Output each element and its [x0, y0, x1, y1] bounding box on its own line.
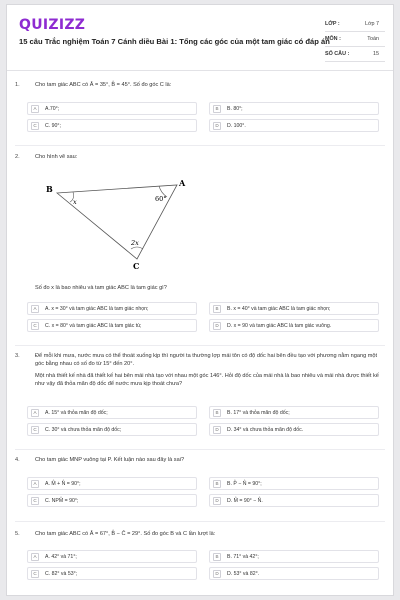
- question-number: 4.: [15, 457, 20, 463]
- meta-value: Lớp 7: [364, 21, 379, 27]
- question-number: 1.: [15, 82, 20, 88]
- option-b[interactable]: [209, 550, 379, 563]
- option-c[interactable]: [27, 119, 197, 132]
- question-3: [15, 352, 387, 388]
- question-number: 3.: [15, 353, 20, 359]
- option-text: C. 82° và 53°;: [45, 570, 78, 577]
- question-3-options: [27, 406, 379, 440]
- option-letter: B: [213, 105, 221, 113]
- option-text: A. x = 30° và tam giác ABC là tam giác nhọn;: [45, 305, 149, 312]
- question-2: [15, 153, 387, 161]
- question-text: Cho tam giác ABC có Â = 67°, B̂ − Ĉ = 29°. Số đo góc B và C lần lượt là:: [35, 531, 216, 537]
- angle-b-label: x: [73, 198, 77, 206]
- document-title: 15 câu Trắc nghiệm Toán 7 Cánh diều Bài 1: Tổng các góc của một tam giác có đáp án: [19, 37, 330, 46]
- meta-label: MÔN :: [325, 36, 341, 42]
- question-4-options: [27, 477, 379, 511]
- angle-c-label: 2x: [131, 239, 139, 247]
- option-b[interactable]: [209, 102, 379, 115]
- option-text: A. M̂ + N̂ = 90°;: [45, 480, 81, 487]
- worksheet-page: [6, 4, 394, 596]
- question-5-options: [27, 550, 379, 584]
- meta-label: SỐ CÂU :: [325, 51, 350, 57]
- question-text: Cho tam giác ABC có Â = 35°, B̂ = 45°. Số đo góc C là:: [35, 82, 172, 88]
- option-text: B. 71° và 42°;: [227, 553, 259, 560]
- option-text: D. x = 90 và tam giác ABC là tam giác vuông.: [227, 322, 332, 329]
- option-text: C. 30° và chưa thỏa mãn độ dốc;: [45, 426, 122, 433]
- option-letter: A: [31, 409, 39, 417]
- vertex-b-label: B: [46, 184, 53, 194]
- option-a[interactable]: [27, 302, 197, 315]
- option-c[interactable]: [27, 319, 197, 332]
- question-5: [15, 530, 387, 538]
- question-followup-text: Số đo x là bao nhiêu và tam giác ABC là tam giác gì?: [35, 285, 167, 291]
- option-text: A. 42° và 71°;: [45, 553, 77, 560]
- option-text: C. x = 80° và tam giác ABC là tam giác tù;: [45, 322, 142, 329]
- meta-value: 15: [373, 51, 379, 57]
- option-d[interactable]: [209, 423, 379, 436]
- option-d[interactable]: [209, 494, 379, 507]
- option-text: B. 17° và thỏa mãn độ dốc;: [227, 409, 290, 416]
- option-letter: B: [213, 553, 221, 561]
- option-text: B. x = 40° và tam giác ABC là tam giác nhọn;: [227, 305, 331, 312]
- option-c[interactable]: [27, 567, 197, 580]
- option-d[interactable]: [209, 119, 379, 132]
- option-letter: C: [31, 497, 39, 505]
- option-text: B. P̂ − N̂ = 90°;: [227, 480, 262, 487]
- option-text: C. NPM̂ = 90°;: [45, 497, 79, 504]
- option-letter: D: [213, 426, 221, 434]
- question-number: 5.: [15, 531, 20, 537]
- option-letter: C: [31, 570, 39, 578]
- question-number: 2.: [15, 154, 20, 160]
- meta-table: [325, 17, 385, 62]
- vertex-c-label: C: [133, 261, 140, 271]
- option-letter: B: [213, 409, 221, 417]
- option-letter: D: [213, 122, 221, 130]
- option-b[interactable]: [209, 302, 379, 315]
- question-2-options: [27, 302, 379, 336]
- meta-row-class: [325, 17, 385, 32]
- vertex-a-label: A: [179, 178, 186, 188]
- option-letter: C: [31, 322, 39, 330]
- option-letter: A: [31, 105, 39, 113]
- option-text: D. 100°.: [227, 122, 246, 129]
- divider: [15, 521, 385, 522]
- quizizz-logo[interactable]: QUIZIZZ: [19, 17, 86, 33]
- option-letter: C: [31, 122, 39, 130]
- option-letter: D: [213, 497, 221, 505]
- option-text: B. 80°;: [227, 105, 243, 112]
- divider: [15, 145, 385, 146]
- option-c[interactable]: [27, 494, 197, 507]
- option-letter: B: [213, 480, 221, 488]
- option-a[interactable]: [27, 406, 197, 419]
- option-d[interactable]: [209, 567, 379, 580]
- question-text: Để mỗi khi mưa, nước mưa có thể thoát xuống kịp thì người ta thường lợp mái tôn có độ dốc hai bên đều tạo với phương nằm ngang một góc bằng nhau có số đo từ 15° đến 20°.: [35, 353, 378, 367]
- option-letter: D: [213, 322, 221, 330]
- option-letter: C: [31, 426, 39, 434]
- question-text: Cho hình vẽ sau:: [35, 154, 78, 160]
- option-d[interactable]: [209, 319, 379, 332]
- option-letter: A: [31, 480, 39, 488]
- option-text: A. 15° và thỏa mãn độ dốc;: [45, 409, 108, 416]
- option-text: D. 34° và chưa thỏa mãn độ dốc.: [227, 426, 304, 433]
- option-b[interactable]: [209, 406, 379, 419]
- option-letter: D: [213, 570, 221, 578]
- option-letter: A: [31, 305, 39, 313]
- option-letter: A: [31, 553, 39, 561]
- option-text: A.70°;: [45, 105, 60, 112]
- question-1: [15, 81, 387, 89]
- meta-label: LỚP :: [325, 21, 340, 27]
- option-a[interactable]: [27, 477, 197, 490]
- option-text: C. 90°;: [45, 122, 61, 129]
- angle-a-label: 60°: [155, 195, 167, 203]
- question-text-2: Một nhà thiết kế nhà đã thiết kế hai bên mái nhà tạo với nhau một góc 146°. Hỏi độ dốc của mái nhà là bao nhiêu và mái nhà được thiết kế như vậy đã thỏa mãn độ dốc để nước mưa kịp thoát chưa?: [35, 373, 379, 387]
- triangle-figure: [43, 171, 203, 271]
- option-letter: B: [213, 305, 221, 313]
- divider: [15, 449, 385, 450]
- option-text: D. M̂ = 90° − N̂.: [227, 497, 263, 504]
- question-text: Cho tam giác MNP vuông tại P. Kết luận nào sau đây là sai?: [35, 457, 185, 463]
- meta-value: Toán: [367, 36, 379, 42]
- option-text: D. 53° và 82°.: [227, 570, 260, 577]
- option-a[interactable]: [27, 550, 197, 563]
- question-4: [15, 456, 387, 464]
- meta-row-subject: [325, 32, 385, 47]
- meta-row-count: [325, 47, 385, 62]
- option-b[interactable]: [209, 477, 379, 490]
- question-1-options: [27, 102, 379, 136]
- option-a[interactable]: [27, 102, 197, 115]
- question-2-followup: [15, 284, 387, 292]
- divider: [15, 345, 385, 346]
- worksheet-header: [7, 5, 393, 71]
- option-c[interactable]: [27, 423, 197, 436]
